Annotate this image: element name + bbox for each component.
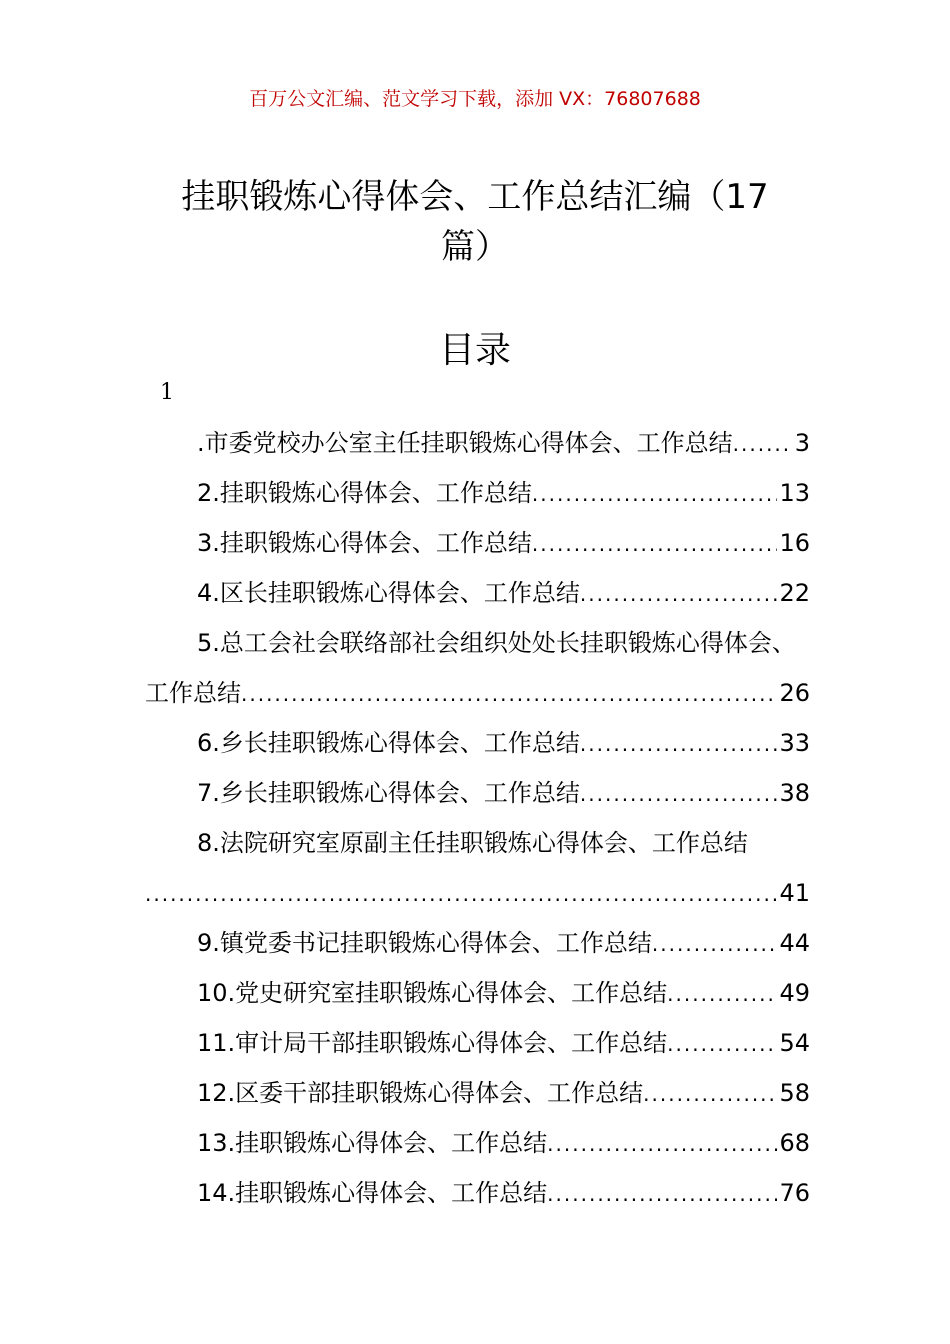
toc-entry-1[interactable] (145, 418, 810, 468)
toc-entry-8[interactable] (145, 818, 810, 868)
dot-leader (643, 1069, 777, 1119)
toc-entry-page: 44 (779, 929, 810, 957)
toc-entry-text-continued: 工作总结 (145, 679, 241, 707)
toc-entry-13[interactable] (145, 1118, 810, 1168)
toc-entry-text: 14.挂职锻炼心得体会、工作总结 (197, 1179, 548, 1207)
table-of-contents (145, 418, 810, 1218)
toc-entry-page: 49 (779, 979, 810, 1007)
toc-entry-text: 11.审计局干部挂职锻炼心得体会、工作总结 (197, 1029, 668, 1057)
toc-entry-text: 12.区委干部挂职锻炼心得体会、工作总结 (197, 1079, 644, 1107)
toc-entry-text: 10.党史研究室挂职锻炼心得体会、工作总结 (197, 979, 668, 1007)
title-line-1: 挂职锻炼心得体会、工作总结汇编（17 (181, 177, 769, 217)
toc-entry-page: 16 (779, 529, 810, 557)
dot-leader (532, 519, 778, 569)
toc-entry-text: 13.挂职锻炼心得体会、工作总结 (197, 1129, 548, 1157)
toc-entry-text: 6.乡长挂职锻炼心得体会、工作总结 (197, 729, 580, 757)
dot-leader (667, 969, 777, 1019)
toc-entry-page: 3 (794, 429, 810, 457)
toc-entry-page: 38 (779, 779, 810, 807)
dot-leader (733, 419, 793, 469)
toc-entry-2[interactable] (145, 468, 810, 518)
dot-leader (580, 769, 778, 819)
dot-leader (652, 919, 778, 969)
toc-entry-5[interactable] (145, 618, 810, 668)
toc-entry-7[interactable] (145, 768, 810, 818)
toc-entry-page: 76 (779, 1179, 810, 1207)
toc-heading: 目录 (438, 330, 511, 371)
toc-stray-number: 1 (160, 380, 174, 405)
toc-entry-page: 54 (779, 1029, 810, 1057)
toc-entry-11[interactable] (145, 1018, 810, 1068)
dot-leader (547, 1119, 777, 1169)
dot-leader (547, 1169, 777, 1219)
toc-entry-10[interactable] (145, 968, 810, 1018)
toc-entry-text: 7.乡长挂职锻炼心得体会、工作总结 (197, 779, 580, 807)
toc-entry-text: .市委党校办公室主任挂职锻炼心得体会、工作总结 (197, 429, 733, 457)
toc-entry-text: 5.总工会社会联络部社会组织处处长挂职锻炼心得体会、 (197, 629, 796, 657)
toc-entry-12[interactable] (145, 1068, 810, 1118)
toc-entry-page: 68 (779, 1129, 810, 1157)
toc-entry-page: 26 (779, 679, 810, 707)
dot-leader (241, 669, 777, 719)
document-title (160, 172, 790, 272)
toc-entry-3[interactable] (145, 518, 810, 568)
toc-entry-6[interactable] (145, 718, 810, 768)
toc-entry-5-continued[interactable] (145, 668, 810, 718)
title-line-2: 篇） (441, 227, 509, 267)
toc-entry-page: 13 (779, 479, 810, 507)
dot-leader (667, 1019, 777, 1069)
toc-entry-page: 22 (779, 579, 810, 607)
dot-leader (145, 869, 777, 919)
toc-entry-9[interactable] (145, 918, 810, 968)
toc-entry-text: 3.挂职锻炼心得体会、工作总结 (197, 529, 532, 557)
header-banner: 百万公文汇编、范文学习下载，添加 VX：76807688 (249, 88, 701, 110)
dot-leader (580, 719, 778, 769)
dot-leader (580, 569, 778, 619)
toc-entry-text: 4.区长挂职锻炼心得体会、工作总结 (197, 579, 580, 607)
toc-entry-text: 2.挂职锻炼心得体会、工作总结 (197, 479, 532, 507)
toc-entry-page: 33 (779, 729, 810, 757)
toc-entry-4[interactable] (145, 568, 810, 618)
toc-entry-text: 8.法院研究室原副主任挂职锻炼心得体会、工作总结 (197, 829, 748, 857)
dot-leader (532, 469, 778, 519)
toc-entry-text: 9.镇党委书记挂职锻炼心得体会、工作总结 (197, 929, 652, 957)
toc-entry-page: 41 (779, 879, 810, 907)
toc-entry-page: 58 (779, 1079, 810, 1107)
toc-entry-14[interactable] (145, 1168, 810, 1218)
toc-entry-8-continued[interactable] (145, 868, 810, 918)
